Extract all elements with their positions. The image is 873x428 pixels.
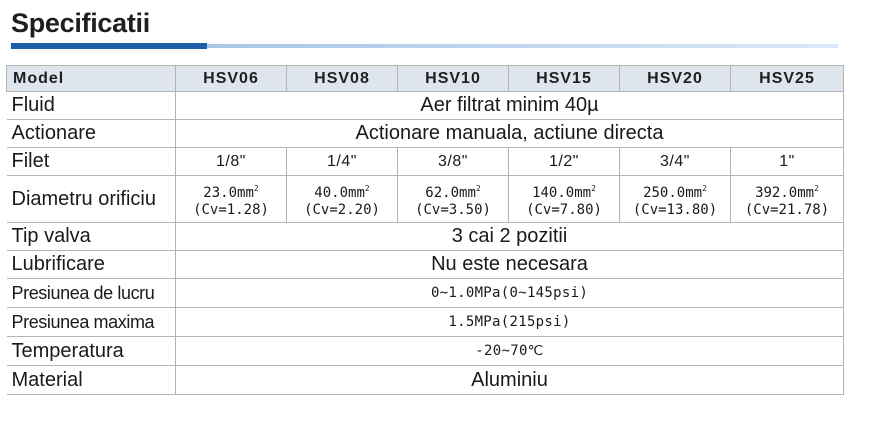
table-row xyxy=(7,337,844,366)
material-value: Aluminiu xyxy=(176,366,844,395)
filet-value: 1" xyxy=(731,148,844,176)
table-row xyxy=(7,120,844,148)
orifice-area: 40.0mm xyxy=(314,184,365,201)
table-row xyxy=(7,366,844,395)
filet-value: 3/4" xyxy=(620,148,731,176)
orifice-area: 62.0mm xyxy=(425,184,476,201)
row-label-material: Material xyxy=(7,366,176,395)
filet-value: 1/2" xyxy=(509,148,620,176)
orifice-exponent: 2 xyxy=(814,183,819,193)
title-underline-light xyxy=(207,44,838,48)
orifice-cv: (Cv=1.28) xyxy=(193,201,269,218)
table-row xyxy=(7,92,844,120)
table-row xyxy=(7,308,844,337)
table-row xyxy=(7,148,844,176)
actionare-value: Actionare manuala, actiune directa xyxy=(176,120,844,148)
model-column-header: HSV15 xyxy=(509,66,620,92)
model-header: Model xyxy=(7,66,176,92)
row-label-diametru: Diametru orificiu xyxy=(7,176,176,223)
orifice-cv: (Cv=21.78) xyxy=(744,201,830,218)
filet-value: 3/8" xyxy=(398,148,509,176)
orifice-cell xyxy=(620,176,731,223)
presiunea-maxima-value: 1.5MPa(215psi) xyxy=(176,308,844,337)
temperatura-value: -20~70℃ xyxy=(176,337,844,366)
orifice-exponent: 2 xyxy=(475,183,481,193)
orifice-cell xyxy=(287,176,398,223)
orifice-area: 140.0mm xyxy=(532,184,592,201)
orifice-exponent: 2 xyxy=(253,183,259,193)
lubrificare-value: Nu este necesara xyxy=(176,251,844,279)
presiunea-lucru-value: 0~1.0MPa(0~145psi) xyxy=(176,279,844,308)
row-label-presiunea-maxima: Presiunea maxima xyxy=(7,308,176,337)
model-column-header: HSV08 xyxy=(287,66,398,92)
orifice-cell xyxy=(176,176,287,223)
orifice-cell xyxy=(398,176,509,223)
table-row xyxy=(7,223,844,251)
orifice-exponent: 2 xyxy=(591,183,596,193)
fluid-value: Aer filtrat minim 40µ xyxy=(176,92,844,120)
table-row xyxy=(7,251,844,279)
page-title: Specificatii xyxy=(11,8,150,38)
row-label-tip-valva: Tip valva xyxy=(7,223,176,251)
specifications-table xyxy=(6,65,844,395)
table-row xyxy=(7,176,844,223)
model-column-header: HSV10 xyxy=(398,66,509,92)
orifice-cv: (Cv=3.50) xyxy=(415,201,491,218)
row-label-filet: Filet xyxy=(7,148,176,176)
model-column-header: HSV25 xyxy=(731,66,844,92)
filet-value: 1/4" xyxy=(287,148,398,176)
orifice-exponent: 2 xyxy=(702,183,707,193)
filet-value: 1/8" xyxy=(176,148,287,176)
orifice-cv: (Cv=13.80) xyxy=(632,201,718,218)
row-label-temperatura: Temperatura xyxy=(7,337,176,366)
orifice-area: 250.0mm xyxy=(643,184,703,201)
orifice-area: 392.0mm xyxy=(755,184,815,201)
table-header-row xyxy=(7,66,844,92)
model-column-header: HSV20 xyxy=(620,66,731,92)
orifice-cv: (Cv=2.20) xyxy=(304,201,380,218)
orifice-cell xyxy=(731,176,844,223)
title-underline-accent xyxy=(11,43,207,49)
tip-valva-value: 3 cai 2 pozitii xyxy=(176,223,844,251)
orifice-cv: (Cv=7.80) xyxy=(526,201,602,218)
row-label-presiunea-lucru: Presiunea de lucru xyxy=(7,279,176,308)
table-row xyxy=(7,279,844,308)
model-column-header: HSV06 xyxy=(176,66,287,92)
orifice-exponent: 2 xyxy=(364,183,370,193)
row-label-lubrificare: Lubrificare xyxy=(7,251,176,279)
orifice-area: 23.0mm xyxy=(203,184,254,201)
row-label-fluid: Fluid xyxy=(7,92,176,120)
orifice-cell xyxy=(509,176,620,223)
row-label-actionare: Actionare xyxy=(7,120,176,148)
